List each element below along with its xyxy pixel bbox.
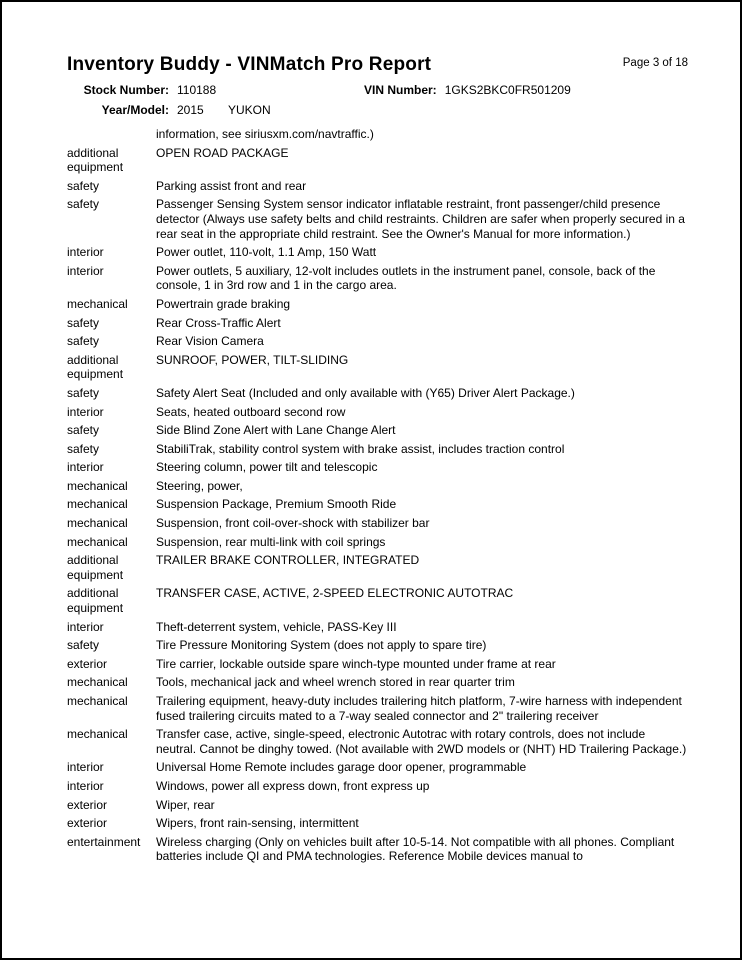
feature-category: interior — [67, 245, 104, 260]
feature-description: Theft-deterrent system, vehicle, PASS-Key III — [156, 619, 397, 634]
feature-row — [67, 146, 688, 175]
feature-category: safety — [67, 638, 100, 653]
feature-row — [67, 179, 688, 194]
feature-row — [67, 779, 688, 794]
feature-category: additional equipment — [67, 586, 124, 616]
feature-description: Suspension Package, Premium Smooth Ride — [156, 497, 397, 512]
feature-category: mechanical — [67, 675, 128, 690]
feature-description: Steering column, power tilt and telescopic — [156, 460, 378, 475]
feature-row — [67, 423, 688, 438]
feature-category: mechanical — [67, 296, 128, 311]
feature-description: OPEN ROAD PACKAGE — [156, 145, 289, 160]
feature-row — [67, 460, 688, 475]
feature-row — [67, 760, 688, 775]
feature-category: interior — [67, 263, 104, 278]
feature-category: additional equipment — [67, 145, 124, 175]
feature-category: interior — [67, 619, 104, 634]
feature-description: Wipers, front rain-sensing, intermittent — [156, 816, 359, 831]
feature-description: Steering, power, — [156, 478, 243, 493]
feature-category: mechanical — [67, 478, 128, 493]
feature-description: StabiliTrak, stability control system with brake assist, includes traction control — [156, 441, 565, 456]
feature-row — [67, 516, 688, 531]
feature-description: Suspension, front coil-over-shock with stabilizer bar — [156, 516, 430, 531]
feature-description: Parking assist front and rear — [156, 178, 307, 193]
feature-description: Suspension, rear multi-link with coil springs — [156, 534, 386, 549]
feature-row — [67, 405, 688, 420]
feature-category: mechanical — [67, 727, 128, 742]
feature-category: additional equipment — [67, 352, 124, 382]
feature-description: Tire carrier, lockable outside spare winch-type mounted under frame at rear — [156, 656, 556, 671]
page-indicator: Page 3 of 18 — [622, 57, 688, 69]
feature-category: safety — [67, 423, 100, 438]
feature-description: Passenger Sensing System sensor indicator inflatable restraint, front passenger/child presence detector (Always use safety belts and child restraints. Children are safer when properly secured in a rear seat in the appropriate child restraint. See the Owner's Manual for more information.) — [156, 197, 685, 241]
feature-row — [67, 264, 688, 293]
feature-description: information, see siriusxm.com/navtraffic.) — [156, 127, 374, 141]
feature-category: interior — [67, 460, 104, 475]
feature-category: mechanical — [67, 534, 128, 549]
feature-list — [67, 127, 688, 864]
feature-row — [67, 353, 688, 382]
feature-row — [67, 798, 688, 813]
feature-category: mechanical — [67, 497, 128, 512]
feature-category: safety — [67, 197, 100, 212]
vin-number-label: VIN Number: — [364, 83, 437, 97]
feature-row — [67, 638, 688, 653]
feature-description: Powertrain grade braking — [156, 296, 291, 311]
feature-description: Transfer case, active, single-speed, electronic Autotrac with rotary controls, does not include neutral. Cannot be dinghy towed. (Not available with 2WD models or (NHT) HD Trailering Package.) — [156, 727, 687, 756]
feature-category: exterior — [67, 797, 108, 812]
year-model-label: Year/Model: — [101, 103, 169, 117]
feature-category: safety — [67, 178, 100, 193]
feature-description: Tools, mechanical jack and wheel wrench stored in rear quarter trim — [156, 675, 515, 690]
vin-number-value: 1GKS2BKC0FR501209 — [444, 83, 571, 97]
feature-category: interior — [67, 760, 104, 775]
feature-category: interior — [67, 778, 104, 793]
feature-category: additional equipment — [67, 553, 124, 582]
feature-description: Windows, power all express down, front express up — [156, 778, 430, 793]
stock-number-label: Stock Number: — [83, 83, 169, 97]
feature-category: exterior — [67, 656, 108, 671]
feature-category: safety — [67, 334, 100, 349]
feature-row — [67, 586, 688, 615]
feature-description: Wiper, rear — [156, 797, 215, 812]
feature-row — [67, 535, 688, 550]
feature-description: Power outlet, 110-volt, 1.1 Amp, 150 Watt — [156, 245, 377, 260]
feature-row — [67, 197, 688, 241]
feature-description: Side Blind Zone Alert with Lane Change Alert — [156, 423, 396, 438]
feature-row — [67, 297, 688, 312]
feature-category: mechanical — [67, 694, 128, 708]
feature-row — [67, 442, 688, 457]
feature-description: Power outlets, 5 auxiliary, 12-volt includes outlets in the instrument panel, console, back of the console, 1 in 3rd row and 1 in the cargo area. — [156, 263, 656, 293]
feature-category: exterior — [67, 816, 108, 831]
feature-description: Seats, heated outboard second row — [156, 404, 346, 419]
feature-row — [67, 657, 688, 672]
report-header — [67, 54, 688, 76]
feature-category: mechanical — [67, 516, 128, 531]
feature-description: SUNROOF, POWER, TILT-SLIDING — [156, 352, 349, 367]
year-value: 2015 — [177, 103, 204, 117]
stock-number-value: 110188 — [177, 83, 217, 97]
vehicle-meta — [67, 83, 688, 118]
feature-row — [67, 694, 688, 723]
model-value: YUKON — [228, 103, 271, 117]
feature-category — [67, 127, 156, 142]
feature-description: Safety Alert Seat (Included and only available with (Y65) Driver Alert Package.) — [156, 385, 575, 400]
feature-row — [67, 386, 688, 401]
feature-category: safety — [67, 441, 100, 456]
feature-category: safety — [67, 385, 100, 400]
meta-row-year-model — [67, 103, 688, 118]
meta-row-stock-vin — [67, 83, 688, 98]
feature-description: Tire Pressure Monitoring System (does not apply to spare tire) — [156, 638, 487, 653]
feature-description: TRAILER BRAKE CONTROLLER, INTEGRATED — [156, 553, 420, 568]
feature-row — [67, 479, 688, 494]
feature-description: Wireless charging (Only on vehicles built after 10-5-14. Not compatible with all phones. Compliant batteries include QI and PMA technologies. Reference Mobile devices manual to — [156, 834, 675, 864]
feature-category: interior — [67, 404, 104, 419]
feature-row — [67, 675, 688, 690]
feature-row — [67, 127, 688, 142]
feature-description: Rear Vision Camera — [156, 334, 264, 349]
feature-row — [67, 620, 688, 635]
feature-row — [67, 245, 688, 260]
feature-description: Trailering equipment, heavy-duty includes trailering hitch platform, 7-wire harness with independent fused trailering circuits mated to a 7-way sealed connector and 2" trailering receiver — [156, 694, 682, 723]
feature-description: Rear Cross-Traffic Alert — [156, 315, 281, 330]
feature-row — [67, 334, 688, 349]
feature-row — [67, 497, 688, 512]
feature-row — [67, 316, 688, 331]
feature-row — [67, 816, 688, 831]
feature-description: Universal Home Remote includes garage door opener, programmable — [156, 760, 527, 775]
page-title: Inventory Buddy - VINMatch Pro Report — [67, 54, 432, 75]
feature-description: TRANSFER CASE, ACTIVE, 2-SPEED ELECTRONIC AUTOTRAC — [156, 586, 514, 601]
feature-category: safety — [67, 315, 100, 330]
feature-category: entertainment — [67, 834, 141, 849]
feature-row — [67, 727, 688, 756]
feature-row — [67, 553, 688, 582]
feature-row — [67, 835, 688, 864]
